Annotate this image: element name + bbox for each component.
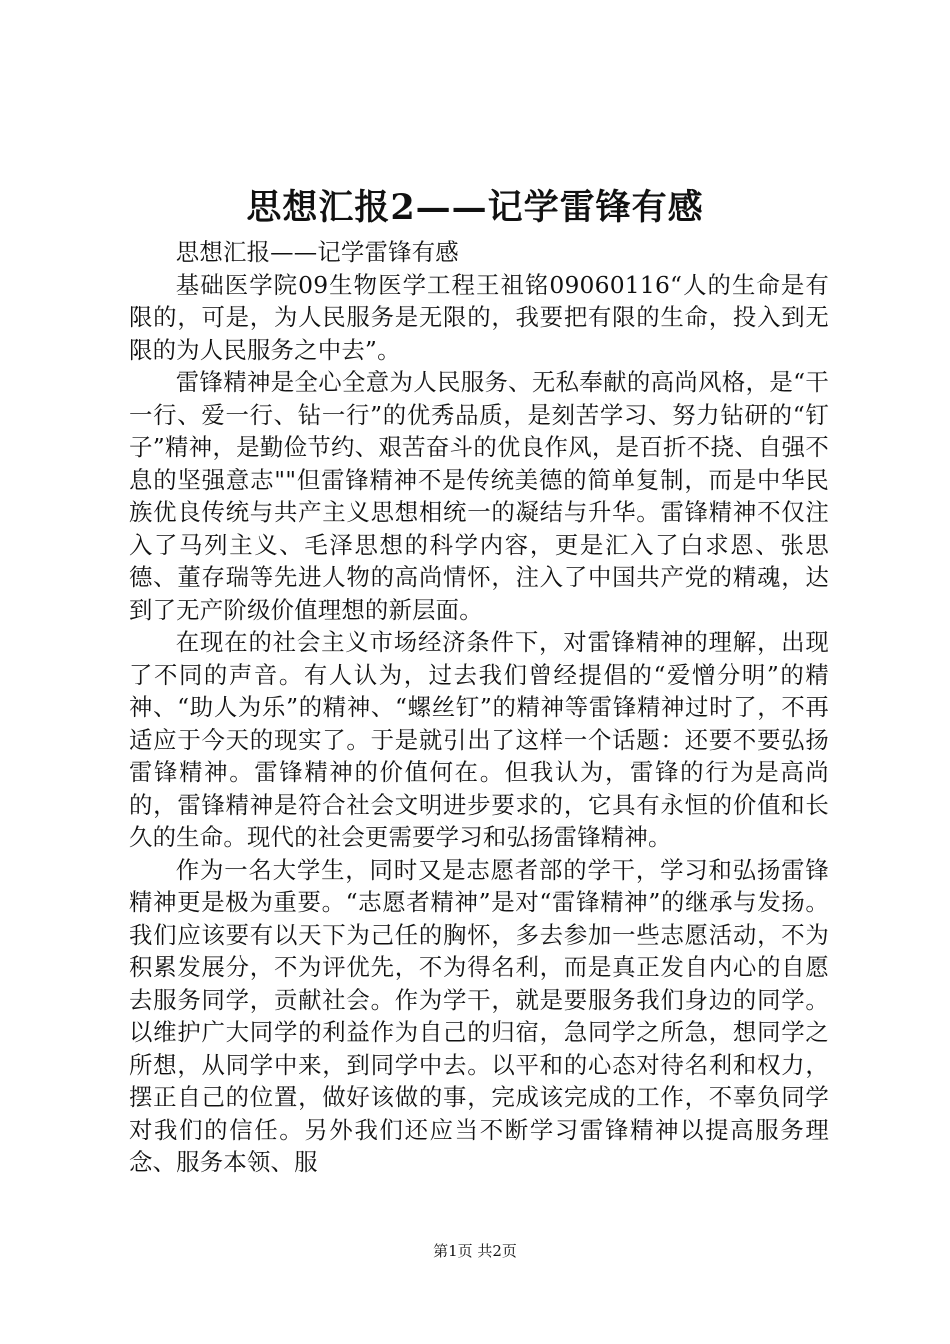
page-footer: 第1页 共2页	[433, 1242, 517, 1260]
document-body	[129, 236, 829, 1179]
document-title: 思想汇报2——记学雷锋有感	[246, 187, 704, 228]
paragraph-lei-feng-spirit: 雷锋精神是全心全意为人民服务、无私奉献的高尚风格，是“干一行、爱一行、钻一行”的优秀品质，是刻苦学习、努力钻研的“钉子”精神，是勤俭节约、艰苦奋斗的优良作风，是百折不挠、自强不息的坚强意志""但雷锋精神不是传统美德的简单复制，而是中华民族优良传统与共产主义思想相统一的凝结与升华。雷锋精神不仅注入了马列主义、毛泽思想的科学内容，更是汇入了白求恩、张思德、董存瑞等先进人物的高尚情怀，注入了中国共产党的精魂，达到了无产阶级价值理想的新层面。	[129, 368, 829, 624]
paragraph-market-economy: 在现在的社会主义市场经济条件下，对雷锋精神的理解，出现了不同的声音。有人认为，过去我们曾经提倡的“爱憎分明”的精神、“助人为乐”的精神、“螺丝钉”的精神等雷锋精神过时了，不再适应于今天的现实了。于是就引出了这样一个话题：还要不要弘扬雷锋精神。雷锋精神的价值何在。但我认为，雷锋的行为是高尚的，雷锋精神是符合社会文明进步要求的，它具有永恒的价值和长久的生命。现代的社会更需要学习和弘扬雷锋精神。	[129, 628, 829, 851]
paragraph-intro: 基础医学院09生物医学工程王祖铭09060116“人的生命是有限的，可是，为人民服务是无限的，我要把有限的生命，投入到无限的为人民服务之中去”。	[129, 270, 829, 364]
paragraph-volunteer: 作为一名大学生，同时又是志愿者部的学干，学习和弘扬雷锋精神更是极为重要。“志愿者精神”是对“雷锋精神”的继承与发扬。我们应该要有以天下为己任的胸怀，多去参加一些志愿活动，不为积累发展分，不为评优先，不为得名利，而是真正发自内心的自愿去服务同学，贡献社会。作为学干，就是要服务我们身边的同学。以维护广大同学的利益作为自己的归宿，急同学之所急，想同学之所想，从同学中来，到同学中去。以平和的心态对待名利和权力，摆正自己的位置，做好该做的事，完成该完成的工作，不辜负同学对我们的信任。另外我们还应当不断学习雷锋精神以提高服务理念、服务本领、服	[129, 855, 829, 1176]
paragraph-subtitle: 思想汇报——记学雷锋有感	[175, 238, 459, 266]
